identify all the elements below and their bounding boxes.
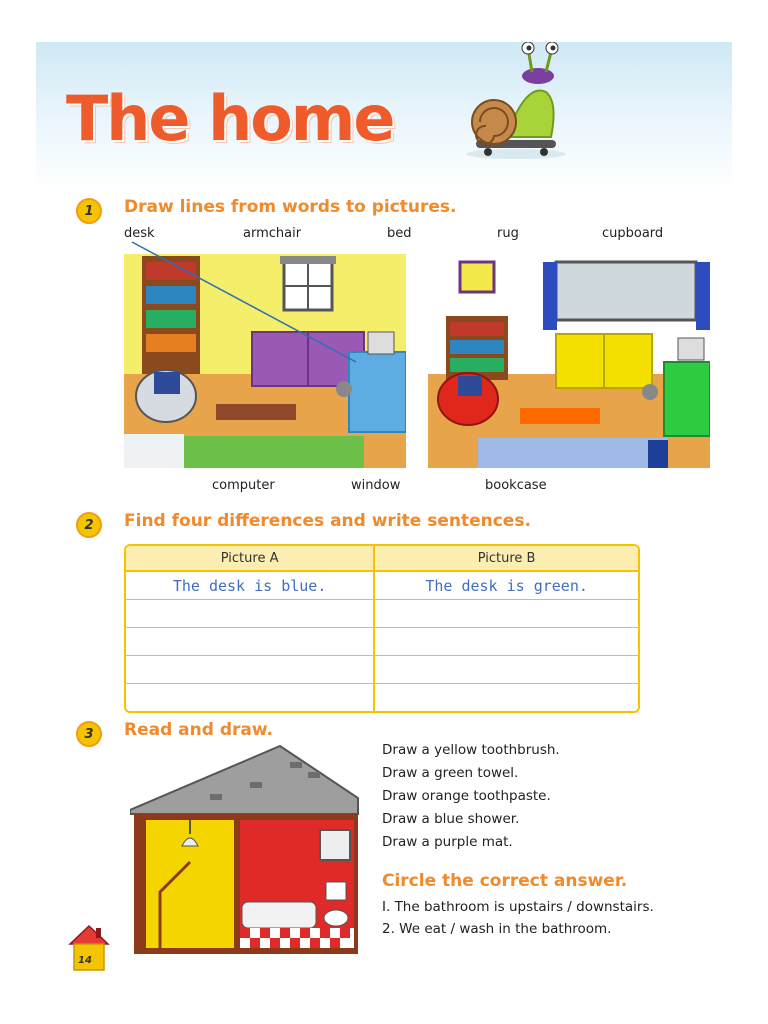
table-row [126,628,638,656]
word-rug: rug [497,226,519,241]
word-window: window [351,478,401,493]
section-number-3: 3 [76,721,102,747]
section-1-heading: Draw lines from words to pictures. [124,197,457,217]
instruction-line: Draw a green towel. [382,765,519,781]
word-armchair: armchair [243,226,302,241]
table-cell[interactable]: The desk is green. [373,572,638,600]
table-cell[interactable] [126,656,373,684]
table-cell[interactable] [126,684,373,711]
question-line[interactable]: I. The bathroom is upstairs / downstairs. [382,899,654,915]
house-bathroom-picture [130,742,366,954]
differences-table [124,544,640,713]
instruction-line: Draw a yellow toothbrush. [382,742,560,758]
page-title: The home [66,82,394,155]
worksheet-page [36,42,732,982]
word-bookcase: bookcase [485,478,547,493]
snail-mascot-icon [446,42,586,162]
column-header-picture-b: Picture B [373,546,638,572]
instruction-line: Draw a purple mat. [382,834,513,850]
table-cell[interactable] [373,628,638,656]
section-number-2: 2 [76,512,102,538]
section-2-heading: Find four differences and write sentences. [124,511,531,531]
table-cell[interactable]: The desk is blue. [126,572,373,600]
page-number: 14 [78,955,92,966]
section-number-1: 1 [76,198,102,224]
section-3-heading: Read and draw. [124,720,273,740]
table-cell[interactable] [126,628,373,656]
circle-answer-heading: Circle the correct answer. [382,871,628,891]
word-cupboard: cupboard [602,226,664,241]
word-desk: desk [124,226,155,241]
page-number-house-icon [66,922,112,976]
table-row [126,600,638,628]
drawn-match-line [124,238,364,368]
table-cell[interactable] [373,656,638,684]
table-row [126,656,638,684]
word-bed: bed [387,226,412,241]
table-cell[interactable] [373,600,638,628]
bedroom-picture-b [428,254,710,468]
word-computer: computer [212,478,275,493]
table-row [126,684,638,711]
table-row [126,572,638,600]
instruction-line: Draw orange toothpaste. [382,788,551,804]
column-header-picture-a: Picture A [126,546,373,572]
table-cell[interactable] [373,684,638,711]
question-line[interactable]: 2. We eat / wash in the bathroom. [382,921,612,937]
table-cell[interactable] [126,600,373,628]
instruction-line: Draw a blue shower. [382,811,520,827]
